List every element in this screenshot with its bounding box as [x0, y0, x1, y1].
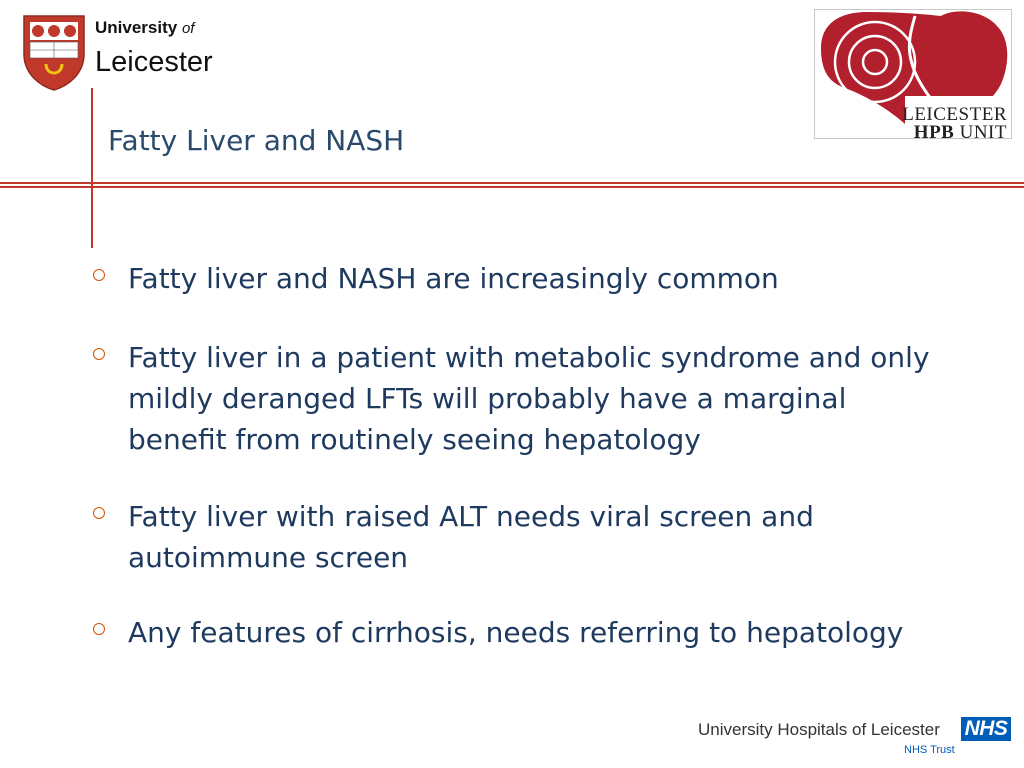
slide-title: Fatty Liver and NASH	[108, 124, 405, 157]
hpb-logo-line1: LEICESTER	[902, 104, 1007, 125]
circle-bullet-icon	[93, 269, 105, 281]
circle-bullet-icon	[93, 623, 105, 635]
bullet-text: Fatty liver in a patient with metabolic syndrome and only mildly deranged LFTs will probably have a marginal benefit from routinely seeing hepatology	[128, 341, 930, 456]
university-shield-icon	[20, 12, 88, 92]
bullet-list	[90, 258, 950, 653]
nhs-badge-icon: NHS	[961, 717, 1011, 741]
horizontal-divider-top	[0, 182, 1024, 184]
bullet-text: Fatty liver with raised ALT needs viral screen and autoimmune screen	[128, 500, 814, 574]
bullet-item	[90, 496, 950, 578]
circle-bullet-icon	[93, 507, 105, 519]
hpb-logo-unit: UNIT	[954, 122, 1007, 143]
university-city: Leicester	[95, 46, 213, 78]
university-logo	[20, 12, 220, 92]
circle-bullet-icon	[93, 348, 105, 360]
hpb-logo-hpb: HPB	[913, 122, 955, 143]
university-of-word: of	[181, 20, 195, 37]
horizontal-divider-bottom	[0, 186, 1024, 188]
bullet-text: Fatty liver and NASH are increasingly common	[128, 262, 779, 295]
university-word: University	[95, 18, 178, 37]
nhs-trust-label: NHS Trust	[904, 744, 955, 756]
bullet-item	[90, 612, 950, 653]
bullet-text: Any features of cirrhosis, needs referring to hepatology	[128, 616, 904, 649]
bullet-item	[90, 258, 950, 299]
bullet-item	[90, 337, 950, 460]
university-name-line1	[95, 18, 194, 38]
vertical-divider	[91, 88, 93, 248]
nhs-footer-logo	[698, 714, 1016, 760]
hpb-unit-logo	[814, 9, 1012, 143]
hpb-logo-line2	[914, 122, 1007, 144]
nhs-organisation-name: University Hospitals of Leicester	[698, 720, 940, 739]
